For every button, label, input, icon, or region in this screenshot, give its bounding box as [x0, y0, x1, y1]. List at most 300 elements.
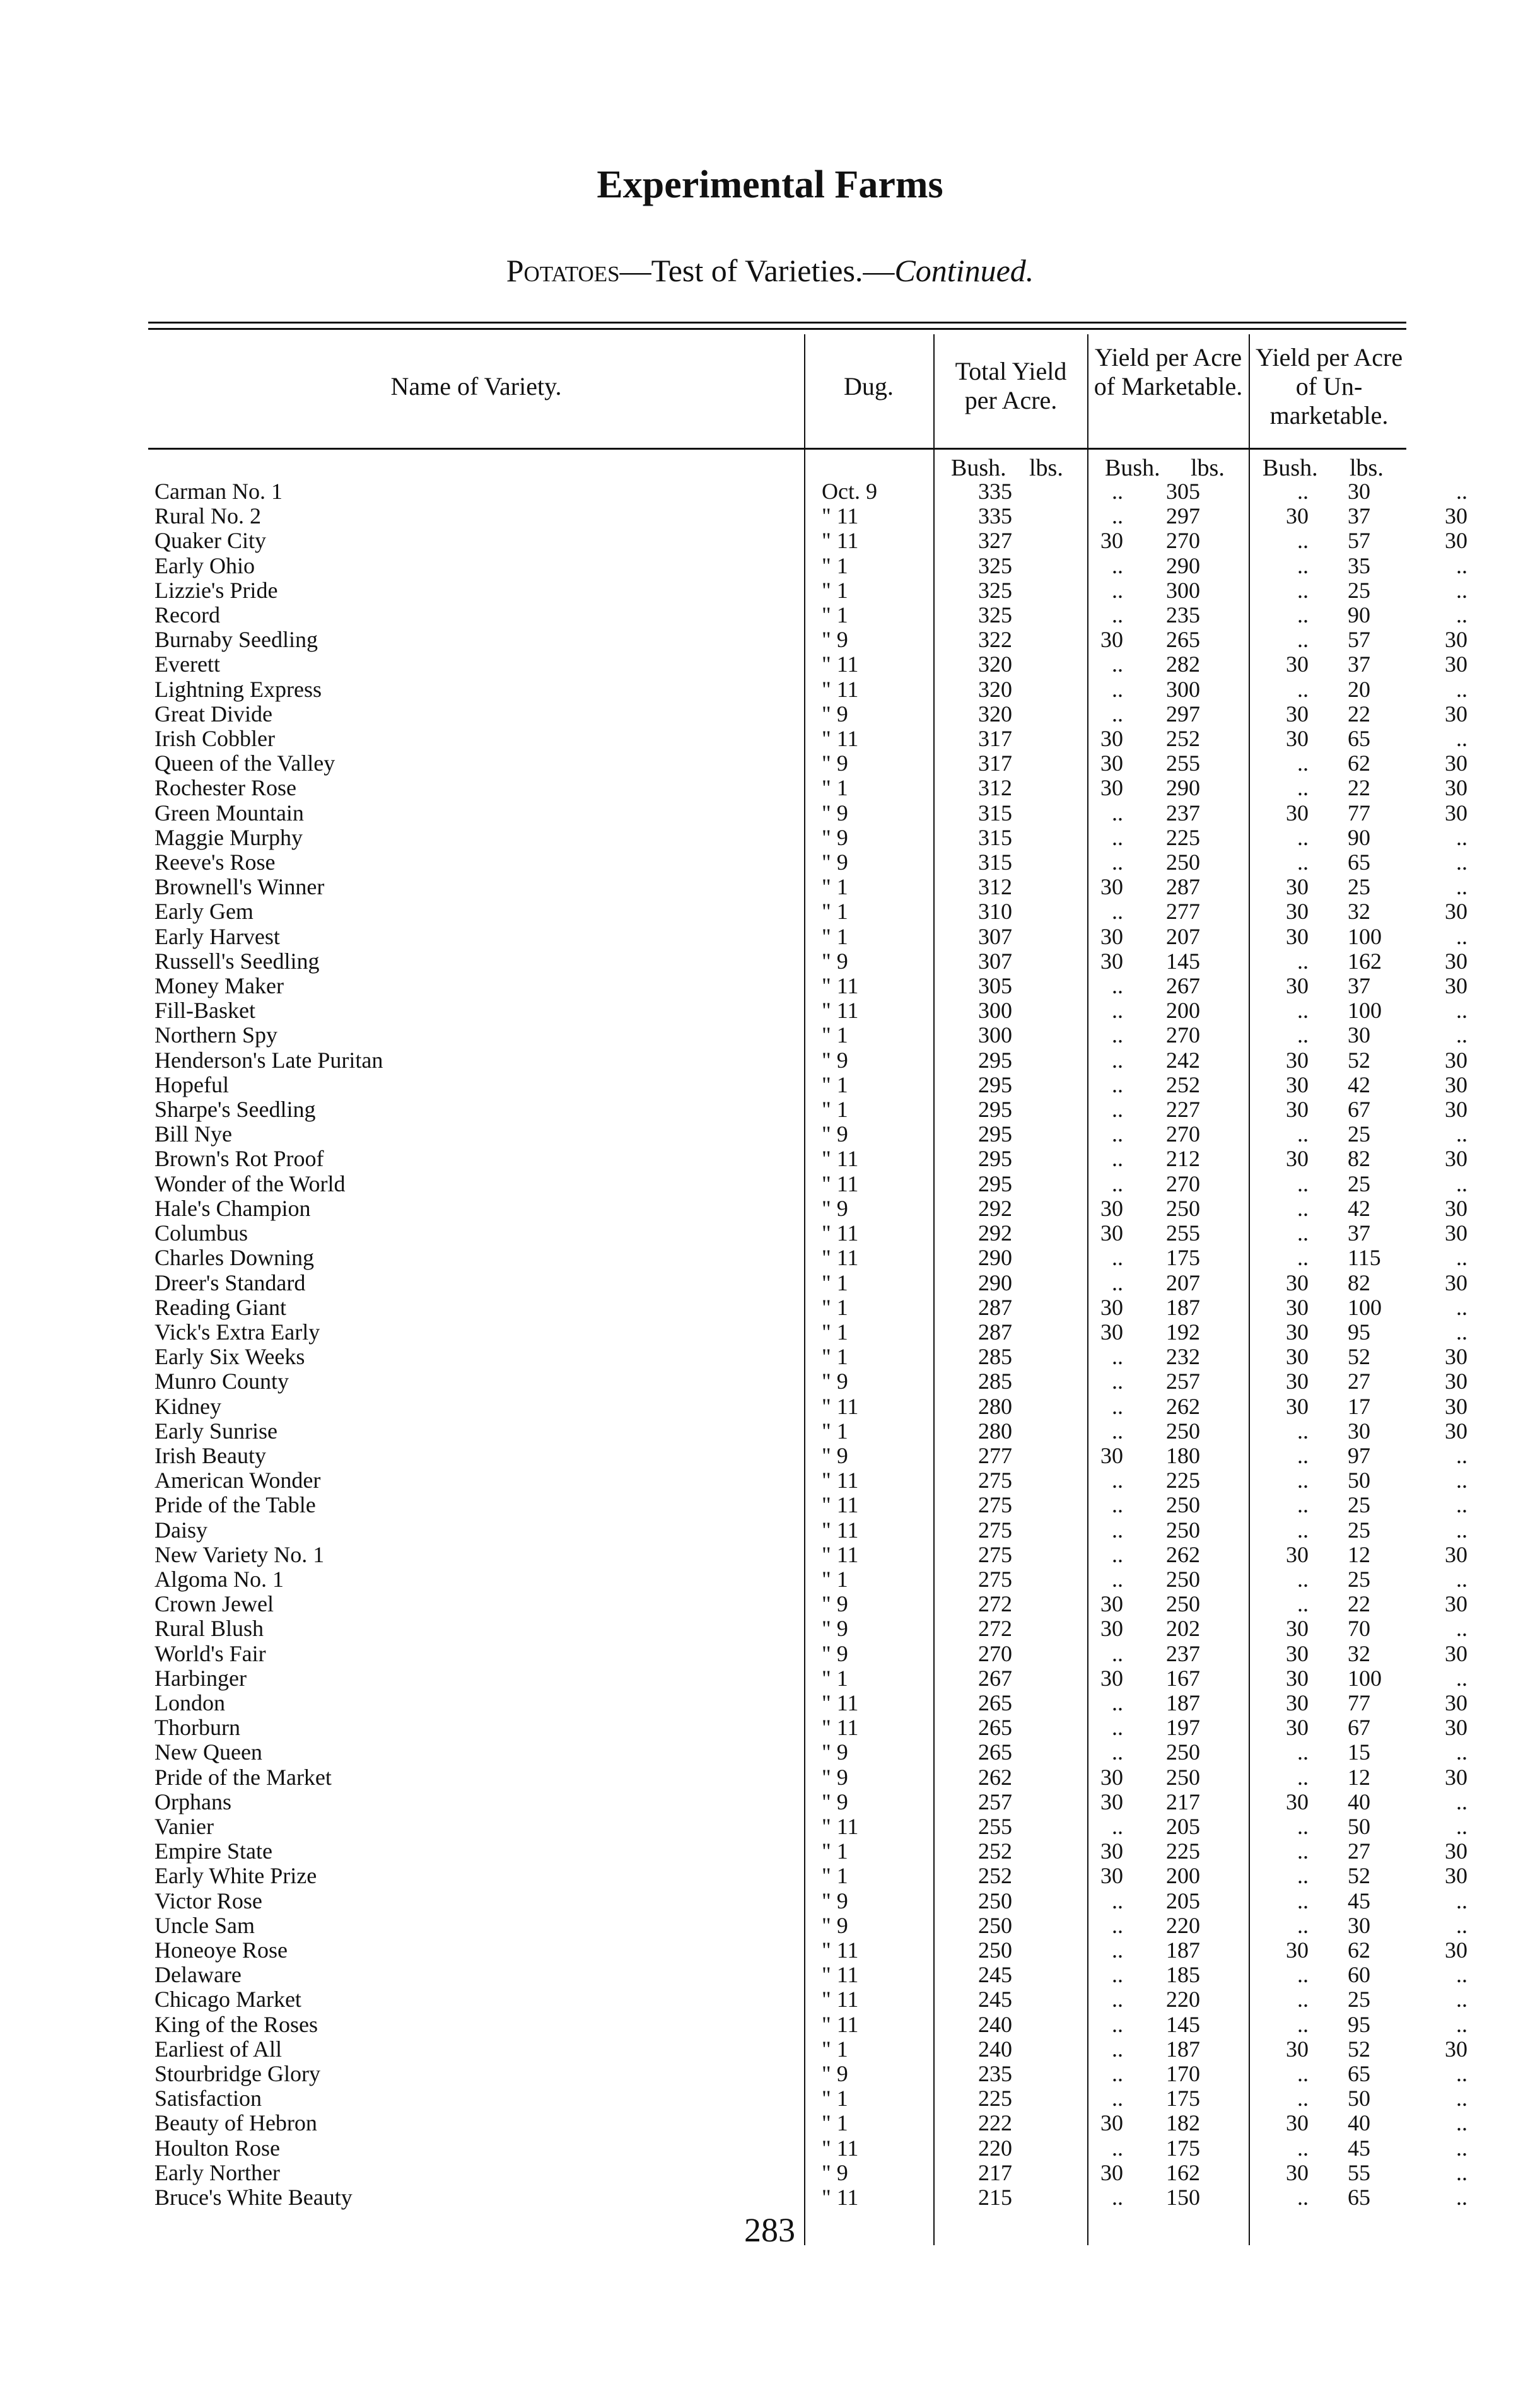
total-bush: 272: [978, 1616, 1012, 1642]
header-unmarketable: Yield per Acre of Un-marketable.: [1255, 343, 1403, 429]
table-row: [155, 727, 1467, 751]
marketable-lbs: ..: [1297, 776, 1309, 801]
total-lbs: ..: [1112, 677, 1123, 702]
marketable-bush: 270: [1166, 1122, 1200, 1147]
dug-date: " 1: [822, 1295, 848, 1320]
unmarketable-lbs: ..: [1456, 1023, 1467, 1048]
variety-name: Record: [155, 603, 220, 628]
marketable-bush: 175: [1166, 2135, 1200, 2161]
marketable-bush: 270: [1166, 529, 1200, 554]
dug-date: " 9: [822, 1369, 848, 1394]
table-row: [155, 826, 1467, 850]
total-lbs: 30: [1100, 1864, 1123, 1889]
unmarketable-lbs: 30: [1445, 1048, 1467, 1073]
variety-name: Satisfaction: [155, 2086, 262, 2112]
total-bush: 255: [978, 1814, 1012, 1839]
table-row: [155, 2161, 1467, 2185]
marketable-bush: 187: [1166, 1295, 1200, 1320]
variety-name: Henderson's Late Puritan: [155, 1048, 383, 1073]
variety-name: Lightning Express: [155, 677, 322, 702]
total-bush: 285: [978, 1369, 1012, 1394]
marketable-lbs: ..: [1297, 751, 1309, 776]
marketable-bush: 202: [1166, 1616, 1200, 1642]
dug-date: " 11: [822, 998, 859, 1024]
variety-name: Empire State: [155, 1839, 272, 1864]
dug-date: " 9: [822, 2062, 848, 2086]
unmarketable-lbs: 30: [1445, 628, 1467, 653]
marketable-lbs: ..: [1297, 1418, 1309, 1444]
total-bush: 320: [978, 652, 1012, 677]
variety-name: Orphans: [155, 1789, 231, 1814]
variety-name: Beauty of Hebron: [155, 2111, 317, 2136]
marketable-bush: 212: [1166, 1147, 1200, 1172]
unmarketable-lbs: 30: [1445, 1097, 1467, 1123]
marketable-lbs: ..: [1297, 1196, 1309, 1221]
unmarketable-lbs: ..: [1456, 1616, 1467, 1642]
total-lbs: ..: [1112, 2036, 1123, 2062]
unmarketable-lbs: 30: [1445, 1690, 1467, 1715]
variety-name: Dreer's Standard: [155, 1270, 306, 1295]
variety-name: Maggie Murphy: [155, 825, 303, 850]
dug-date: " 9: [822, 1888, 848, 1913]
unmarketable-lbs: 30: [1445, 1270, 1467, 1295]
table-row: [155, 1592, 1467, 1616]
unmarketable-lbs: ..: [1456, 1171, 1467, 1196]
table-row: [155, 949, 1467, 974]
marketable-bush: 180: [1166, 1443, 1200, 1468]
table-subtitle: [0, 252, 1540, 289]
marketable-bush: 225: [1166, 1839, 1200, 1864]
total-lbs: ..: [1112, 850, 1123, 875]
marketable-bush: 305: [1166, 479, 1200, 504]
total-bush: 245: [978, 1987, 1012, 2012]
dug-date: " 11: [822, 1246, 859, 1271]
marketable-lbs: ..: [1297, 578, 1309, 603]
unmarketable-bush: 50: [1348, 1468, 1370, 1493]
marketable-lbs: ..: [1297, 2135, 1309, 2161]
marketable-lbs: ..: [1297, 1468, 1309, 1493]
unmarketable-lbs: ..: [1456, 1567, 1467, 1592]
marketable-lbs: 30: [1286, 899, 1309, 925]
unmarketable-bush: 30: [1348, 479, 1370, 504]
variety-name: Kidney: [155, 1394, 221, 1419]
table-row: [155, 1518, 1467, 1543]
marketable-lbs: 30: [1286, 1147, 1309, 1172]
unmarketable-bush: 22: [1348, 776, 1370, 801]
table-row: [155, 2136, 1467, 2161]
marketable-bush: 162: [1166, 2160, 1200, 2185]
dug-date: " 11: [822, 727, 859, 752]
total-lbs: ..: [1112, 1023, 1123, 1048]
unmarketable-bush: 30: [1348, 1913, 1370, 1938]
table-row: [155, 1839, 1467, 1864]
total-bush: 265: [978, 1740, 1012, 1765]
unmarketable-lbs: ..: [1456, 2062, 1467, 2086]
dug-date: " 1: [822, 1567, 848, 1592]
marketable-bush: 250: [1166, 1592, 1200, 1617]
unmarketable-bush: 40: [1348, 2111, 1370, 2136]
total-lbs: 30: [1100, 628, 1123, 653]
total-bush: 295: [978, 1171, 1012, 1196]
dug-date: " 11: [822, 2185, 859, 2211]
table-row: [155, 2012, 1467, 2037]
marketable-bush: 255: [1166, 751, 1200, 776]
marketable-lbs: ..: [1297, 850, 1309, 875]
total-lbs: ..: [1112, 2062, 1123, 2086]
marketable-lbs: 30: [1286, 1048, 1309, 1073]
table-row: [155, 1493, 1467, 1517]
total-lbs: ..: [1112, 1937, 1123, 1963]
marketable-bush: 145: [1166, 949, 1200, 974]
marketable-lbs: 30: [1286, 1072, 1309, 1097]
unmarketable-lbs: 30: [1445, 1715, 1467, 1741]
variety-name: Early Six Weeks: [155, 1345, 305, 1370]
table-row: [155, 2185, 1467, 2210]
variety-name: Fill-Basket: [155, 998, 255, 1024]
marketable-lbs: ..: [1297, 529, 1309, 554]
unmarketable-bush: 32: [1348, 1641, 1370, 1666]
unmarketable-lbs: ..: [1456, 1963, 1467, 1988]
table-row: [155, 1938, 1467, 1963]
table-row: [155, 925, 1467, 949]
unmarketable-bush: 55: [1348, 2160, 1370, 2185]
table-row: [155, 2037, 1467, 2062]
total-bush: 215: [978, 2185, 1012, 2211]
marketable-lbs: ..: [1297, 2012, 1309, 2037]
total-lbs: ..: [1112, 1567, 1123, 1592]
marketable-lbs: ..: [1297, 677, 1309, 702]
variety-name: Rural Blush: [155, 1616, 264, 1642]
marketable-bush: 235: [1166, 603, 1200, 628]
table-row: [155, 1740, 1467, 1765]
table-row: [155, 504, 1467, 529]
dug-date: " 1: [822, 899, 848, 925]
unmarketable-lbs: 30: [1445, 800, 1467, 826]
marketable-bush: 262: [1166, 1394, 1200, 1419]
unmarketable-bush: 52: [1348, 1345, 1370, 1370]
marketable-lbs: ..: [1297, 1963, 1309, 1988]
table-row: [155, 1345, 1467, 1369]
table-row: [155, 1715, 1467, 1740]
total-bush: 287: [978, 1295, 1012, 1320]
table-row: [155, 801, 1467, 826]
total-lbs: ..: [1112, 1690, 1123, 1715]
dug-date: " 9: [822, 800, 848, 826]
marketable-bush: 187: [1166, 2036, 1200, 2062]
unmarketable-bush: 62: [1348, 751, 1370, 776]
unmarketable-lbs: ..: [1456, 1666, 1467, 1691]
total-bush: 312: [978, 875, 1012, 900]
marketable-bush: 225: [1166, 825, 1200, 850]
total-lbs: ..: [1112, 1394, 1123, 1419]
total-bush: 275: [978, 1517, 1012, 1543]
total-lbs: 30: [1100, 875, 1123, 900]
unmarketable-lbs: ..: [1456, 2111, 1467, 2136]
total-bush: 265: [978, 1715, 1012, 1741]
unmarketable-bush: 70: [1348, 1616, 1370, 1642]
marketable-lbs: ..: [1297, 1567, 1309, 1592]
unmarketable-bush: 25: [1348, 1493, 1370, 1518]
unmarketable-lbs: 30: [1445, 1937, 1467, 1963]
unmarketable-bush: 27: [1348, 1369, 1370, 1394]
unmarketable-lbs: 30: [1445, 1542, 1467, 1567]
marketable-bush: 237: [1166, 800, 1200, 826]
variety-name: Stourbridge Glory: [155, 2062, 320, 2086]
marketable-bush: 150: [1166, 2185, 1200, 2211]
total-bush: 320: [978, 701, 1012, 727]
total-bush: 265: [978, 1690, 1012, 1715]
varieties-table: [155, 479, 1467, 2210]
marketable-lbs: 30: [1286, 1270, 1309, 1295]
unmarketable-bush: 65: [1348, 2185, 1370, 2211]
unmarketable-lbs: ..: [1456, 553, 1467, 578]
subtitle-text: —Test of Varieties.—: [619, 253, 895, 288]
total-bush: 335: [978, 479, 1012, 504]
marketable-bush: 185: [1166, 1963, 1200, 1988]
marketable-bush: 250: [1166, 1196, 1200, 1221]
table-row: [155, 998, 1467, 1023]
variety-name: Victor Rose: [155, 1888, 262, 1913]
total-lbs: ..: [1112, 504, 1123, 529]
table-row: [155, 2086, 1467, 2111]
marketable-lbs: ..: [1297, 998, 1309, 1024]
unmarketable-bush: 65: [1348, 2062, 1370, 2086]
unmarketable-lbs: 30: [1445, 949, 1467, 974]
marketable-lbs: ..: [1297, 1122, 1309, 1147]
total-bush: 310: [978, 899, 1012, 925]
total-lbs: ..: [1112, 899, 1123, 925]
total-lbs: 30: [1100, 949, 1123, 974]
dug-date: " 1: [822, 1839, 848, 1864]
total-bush: 322: [978, 628, 1012, 653]
dug-date: " 11: [822, 1987, 859, 2012]
total-bush: 250: [978, 1888, 1012, 1913]
unmarketable-lbs: 30: [1445, 776, 1467, 801]
total-lbs: 30: [1100, 1592, 1123, 1617]
dug-date: " 1: [822, 553, 848, 578]
variety-name: Algoma No. 1: [155, 1567, 284, 1592]
table-row: [155, 1864, 1467, 1888]
unmarketable-lbs: 30: [1445, 1765, 1467, 1790]
variety-name: Everett: [155, 652, 220, 677]
marketable-lbs: 30: [1286, 1937, 1309, 1963]
unmarketable-lbs: 30: [1445, 1196, 1467, 1221]
total-lbs: ..: [1112, 1048, 1123, 1073]
unmarketable-lbs: 30: [1445, 1592, 1467, 1617]
marketable-lbs: 30: [1286, 1789, 1309, 1814]
total-bush: 222: [978, 2111, 1012, 2136]
total-bush: 272: [978, 1592, 1012, 1617]
total-lbs: ..: [1112, 603, 1123, 628]
unmarketable-bush: 90: [1348, 825, 1370, 850]
marketable-lbs: ..: [1297, 1023, 1309, 1048]
variety-name: Irish Beauty: [155, 1443, 266, 1468]
marketable-lbs: ..: [1297, 1592, 1309, 1617]
dug-date: " 9: [822, 701, 848, 727]
unmarketable-lbs: ..: [1456, 1443, 1467, 1468]
total-lbs: ..: [1112, 701, 1123, 727]
table-row: [155, 628, 1467, 652]
dug-date: " 9: [822, 1592, 848, 1617]
total-bush: 275: [978, 1493, 1012, 1518]
marketable-bush: 200: [1166, 1864, 1200, 1889]
marketable-lbs: 30: [1286, 924, 1309, 949]
table-row: [155, 1963, 1467, 1987]
total-bush: 270: [978, 1641, 1012, 1666]
unmarketable-bush: 32: [1348, 899, 1370, 925]
variety-name: Wonder of the World: [155, 1171, 346, 1196]
marketable-lbs: ..: [1297, 1493, 1309, 1518]
total-lbs: ..: [1112, 1542, 1123, 1567]
unmarketable-bush: 60: [1348, 1963, 1370, 1988]
marketable-bush: 175: [1166, 2086, 1200, 2112]
table-row: [155, 1468, 1467, 1493]
dug-date: " 11: [822, 1468, 859, 1493]
unmarketable-lbs: ..: [1456, 1987, 1467, 2012]
table-row: [155, 751, 1467, 776]
variety-name: Vick's Extra Early: [155, 1319, 320, 1345]
marketable-lbs: ..: [1297, 949, 1309, 974]
table-row: [155, 1394, 1467, 1419]
variety-name: Delaware: [155, 1963, 242, 1988]
total-bush: 277: [978, 1443, 1012, 1468]
unmarketable-lbs: ..: [1456, 1888, 1467, 1913]
total-bush: 235: [978, 2062, 1012, 2086]
total-lbs: ..: [1112, 1418, 1123, 1444]
unmarketable-lbs: ..: [1456, 875, 1467, 900]
marketable-lbs: ..: [1297, 1246, 1309, 1271]
header-bottom-rule: [148, 448, 1406, 450]
header-marketable: Yield per Acre of Marketable.: [1094, 343, 1243, 400]
total-bush: 307: [978, 949, 1012, 974]
dug-date: " 1: [822, 2036, 848, 2062]
table-row: [155, 1073, 1467, 1097]
marketable-bush: 170: [1166, 2062, 1200, 2086]
marketable-bush: 220: [1166, 1913, 1200, 1938]
total-bush: 275: [978, 1468, 1012, 1493]
variety-name: Bruce's White Beauty: [155, 2185, 353, 2211]
variety-name: Pride of the Market: [155, 1765, 332, 1790]
total-lbs: ..: [1112, 2135, 1123, 2161]
total-lbs: ..: [1112, 1493, 1123, 1518]
variety-name: Early Sunrise: [155, 1418, 277, 1444]
marketable-lbs: ..: [1297, 1443, 1309, 1468]
variety-name: Reeve's Rose: [155, 850, 276, 875]
dug-date: " 1: [822, 1319, 848, 1345]
dug-date: " 11: [822, 529, 859, 554]
total-lbs: 30: [1100, 1295, 1123, 1320]
variety-name: Russell's Seedling: [155, 949, 320, 974]
dug-date: " 1: [822, 924, 848, 949]
variety-name: Queen of the Valley: [155, 751, 335, 776]
variety-name: Bill Nye: [155, 1122, 232, 1147]
total-bush: 292: [978, 1221, 1012, 1246]
dug-date: " 9: [822, 1789, 848, 1814]
table-row: [155, 1271, 1467, 1295]
unmarketable-lbs: 30: [1445, 1369, 1467, 1394]
marketable-bush: 270: [1166, 1023, 1200, 1048]
marketable-lbs: ..: [1297, 1171, 1309, 1196]
variety-name: Harbinger: [155, 1666, 247, 1691]
variety-name: Rochester Rose: [155, 776, 296, 801]
marketable-bush: 287: [1166, 875, 1200, 900]
variety-name: Irish Cobbler: [155, 727, 275, 752]
unmarketable-bush: 115: [1348, 1246, 1381, 1271]
unmarketable-lbs: 30: [1445, 1345, 1467, 1370]
page-title: Experimental Farms: [597, 163, 943, 206]
marketable-lbs: 30: [1286, 974, 1309, 999]
unmarketable-bush: 22: [1348, 1592, 1370, 1617]
dug-date: " 1: [822, 1270, 848, 1295]
unmarketable-bush: 15: [1348, 1740, 1370, 1765]
total-bush: 275: [978, 1567, 1012, 1592]
marketable-lbs: 30: [1286, 800, 1309, 826]
marketable-bush: 267: [1166, 974, 1200, 999]
marketable-lbs: 30: [1286, 727, 1309, 752]
unmarketable-lbs: 30: [1445, 701, 1467, 727]
dug-date: Oct. 9: [822, 479, 877, 504]
marketable-lbs: ..: [1297, 2185, 1309, 2211]
total-lbs: 30: [1100, 1616, 1123, 1642]
unmarketable-bush: 37: [1348, 504, 1370, 529]
variety-name: King of the Roses: [155, 2012, 318, 2037]
table-row: [155, 1642, 1467, 1666]
marketable-lbs: ..: [1297, 479, 1309, 504]
dug-date: " 11: [822, 1147, 859, 1172]
variety-name: Thorburn: [155, 1715, 240, 1741]
unmarketable-lbs: ..: [1456, 727, 1467, 752]
marketable-lbs: 30: [1286, 1345, 1309, 1370]
marketable-bush: 290: [1166, 553, 1200, 578]
marketable-lbs: 30: [1286, 875, 1309, 900]
unmarketable-bush: 12: [1348, 1542, 1370, 1567]
table-row: [155, 1196, 1467, 1221]
unmarketable-lbs: 30: [1445, 974, 1467, 999]
marketable-bush: 250: [1166, 1493, 1200, 1518]
unmarketable-bush: 45: [1348, 1888, 1370, 1913]
marketable-lbs: 30: [1286, 2111, 1309, 2136]
dug-date: " 9: [822, 1740, 848, 1765]
total-lbs: ..: [1112, 1072, 1123, 1097]
total-bush: 295: [978, 1048, 1012, 1073]
total-lbs: 30: [1100, 727, 1123, 752]
dug-date: " 9: [822, 949, 848, 974]
table-row: [155, 702, 1467, 727]
marketable-bush: 250: [1166, 1740, 1200, 1765]
unmarketable-lbs: ..: [1456, 2012, 1467, 2037]
total-lbs: ..: [1112, 652, 1123, 677]
marketable-bush: 197: [1166, 1715, 1200, 1741]
marketable-lbs: 30: [1286, 1641, 1309, 1666]
unmarketable-bush: 25: [1348, 875, 1370, 900]
table-row: [155, 2111, 1467, 2135]
unmarketable-lbs: 30: [1445, 2036, 1467, 2062]
marketable-lbs: 30: [1286, 1616, 1309, 1642]
unmarketable-bush: 12: [1348, 1765, 1370, 1790]
dug-date: " 9: [822, 1765, 848, 1790]
total-lbs: ..: [1112, 1097, 1123, 1123]
variety-name: Money Maker: [155, 974, 284, 999]
marketable-bush: 255: [1166, 1221, 1200, 1246]
marketable-bush: 250: [1166, 850, 1200, 875]
variety-name: Houlton Rose: [155, 2135, 281, 2161]
unmarketable-lbs: ..: [1456, 2135, 1467, 2161]
total-bush: 225: [978, 2086, 1012, 2112]
marketable-bush: 250: [1166, 1765, 1200, 1790]
unmarketable-bush: 97: [1348, 1443, 1370, 1468]
marketable-bush: 282: [1166, 652, 1200, 677]
dug-date: " 11: [822, 1221, 859, 1246]
